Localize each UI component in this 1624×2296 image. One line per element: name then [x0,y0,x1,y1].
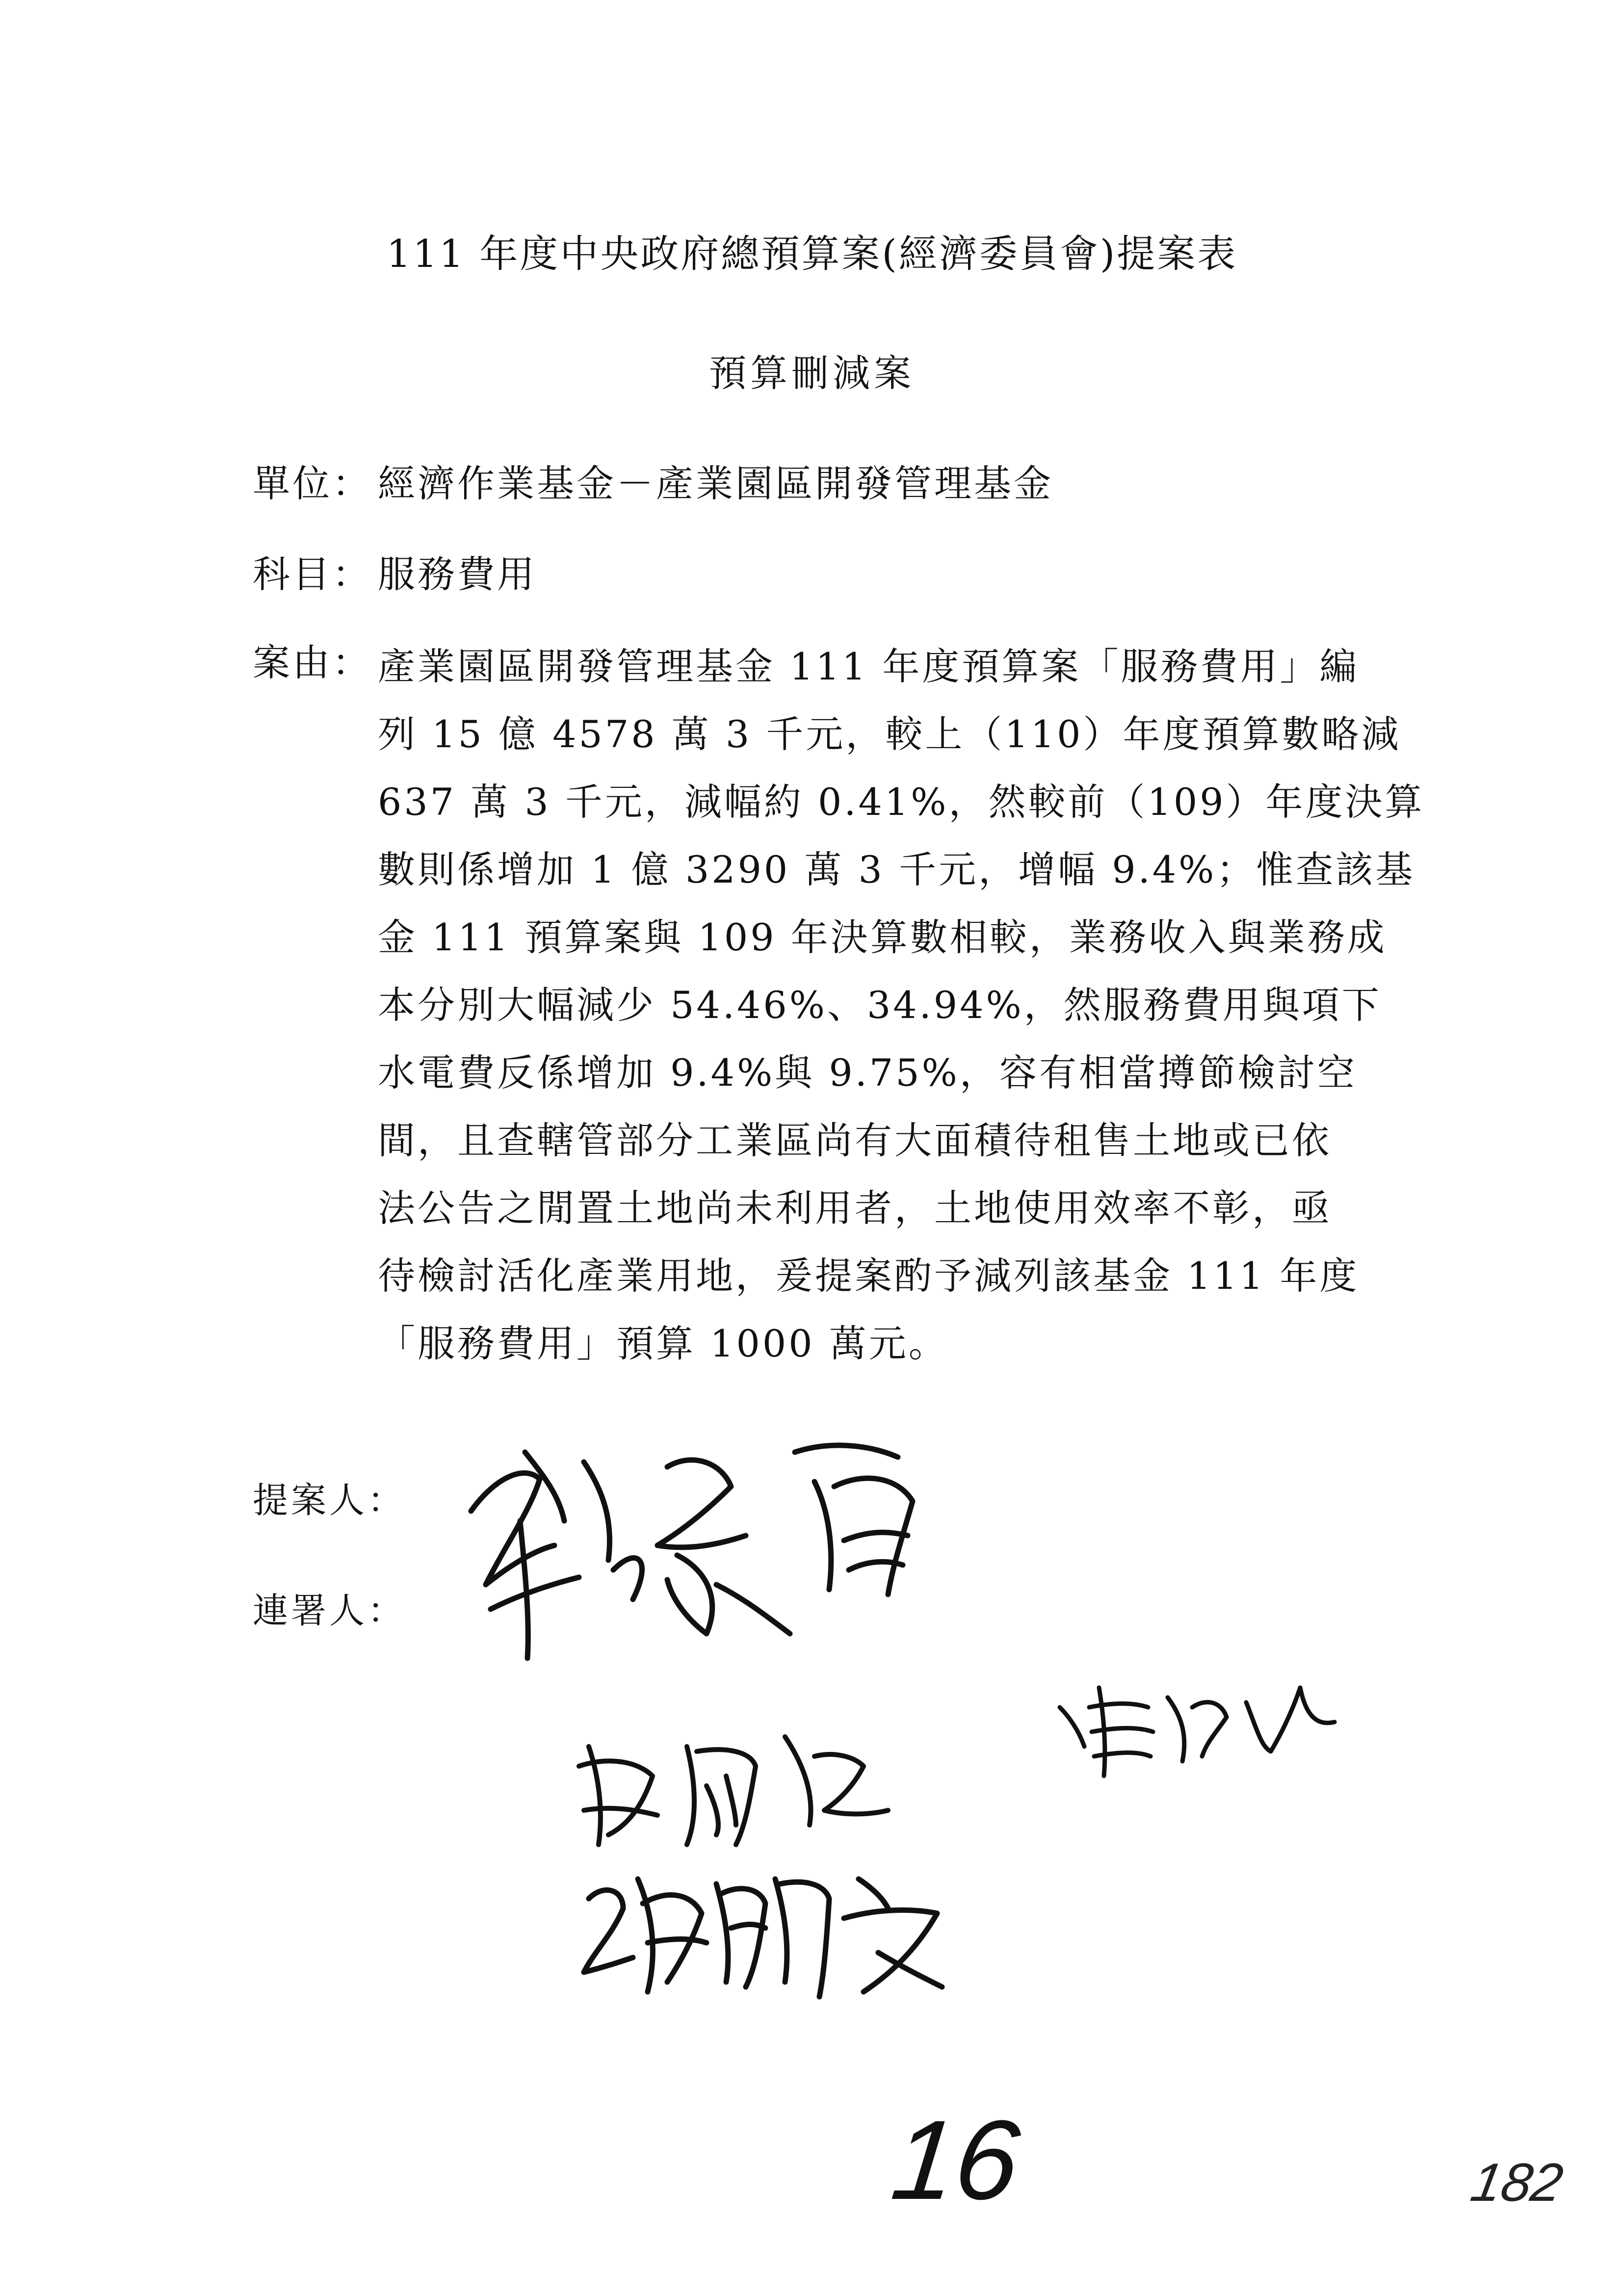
subject-row [253,545,537,598]
case-description [378,633,1423,1378]
sheet-number: 182 [1467,2152,1568,2213]
case-label: 案由： [253,641,372,684]
case-line: 「服務費用」預算 1000 萬元。 [378,1322,948,1365]
subject-label: 科目： [253,552,372,596]
case-line: 待檢討活化產業用地，爰提案酌予減列該基金 111 年度 [378,1254,1360,1298]
case-line: 本分別大幅減少 54.46%、34.94%，然服務費用與項下 [378,983,1382,1027]
case-line: 列 15 億 4578 萬 3 千元，較上（110）年度預算數略減 [378,712,1401,756]
cosigner-signature-middle [579,1737,888,1845]
cosigner-signature-right [1060,1688,1335,1776]
unit-value: 經濟作業基金－產業園區開發管理基金 [378,462,1053,505]
cosigner-label: 連署人： [253,1590,406,1631]
unit-row [253,454,1053,507]
case-line: 產業園區開發管理基金 111 年度預算案「服務費用」編 [378,645,1360,688]
case-line: 金 111 預算案與 109 年決算數相較，業務收入與業務成 [378,915,1387,959]
proposer-label: 提案人： [253,1480,406,1521]
proposer-signature [471,1445,913,1658]
subject-value: 服務費用 [378,552,537,596]
cosigner-signature-bottom [584,1879,942,1997]
case-line: 間，且查轄管部分工業區尚有大面積待租售土地或已依 [378,1119,1332,1162]
case-line: 水電費反係增加 9.4%與 9.75%，容有相當撙節檢討空 [378,1051,1357,1095]
unit-label: 單位： [253,462,372,505]
document-title: 111 年度中央政府總預算案(經濟委員會)提案表 [386,232,1238,276]
document-subtitle: 預算刪減案 [709,351,915,395]
case-line: 數則係增加 1 億 3290 萬 3 千元，增幅 9.4%；惟查該基 [378,848,1415,891]
handwritten-page-number: 16 [886,2097,1025,2223]
case-line: 637 萬 3 千元，減幅約 0.41%，然較前（109）年度決算 [378,780,1425,824]
case-line: 法公告之閒置土地尚未利用者，土地使用效率不彰，亟 [378,1186,1332,1230]
